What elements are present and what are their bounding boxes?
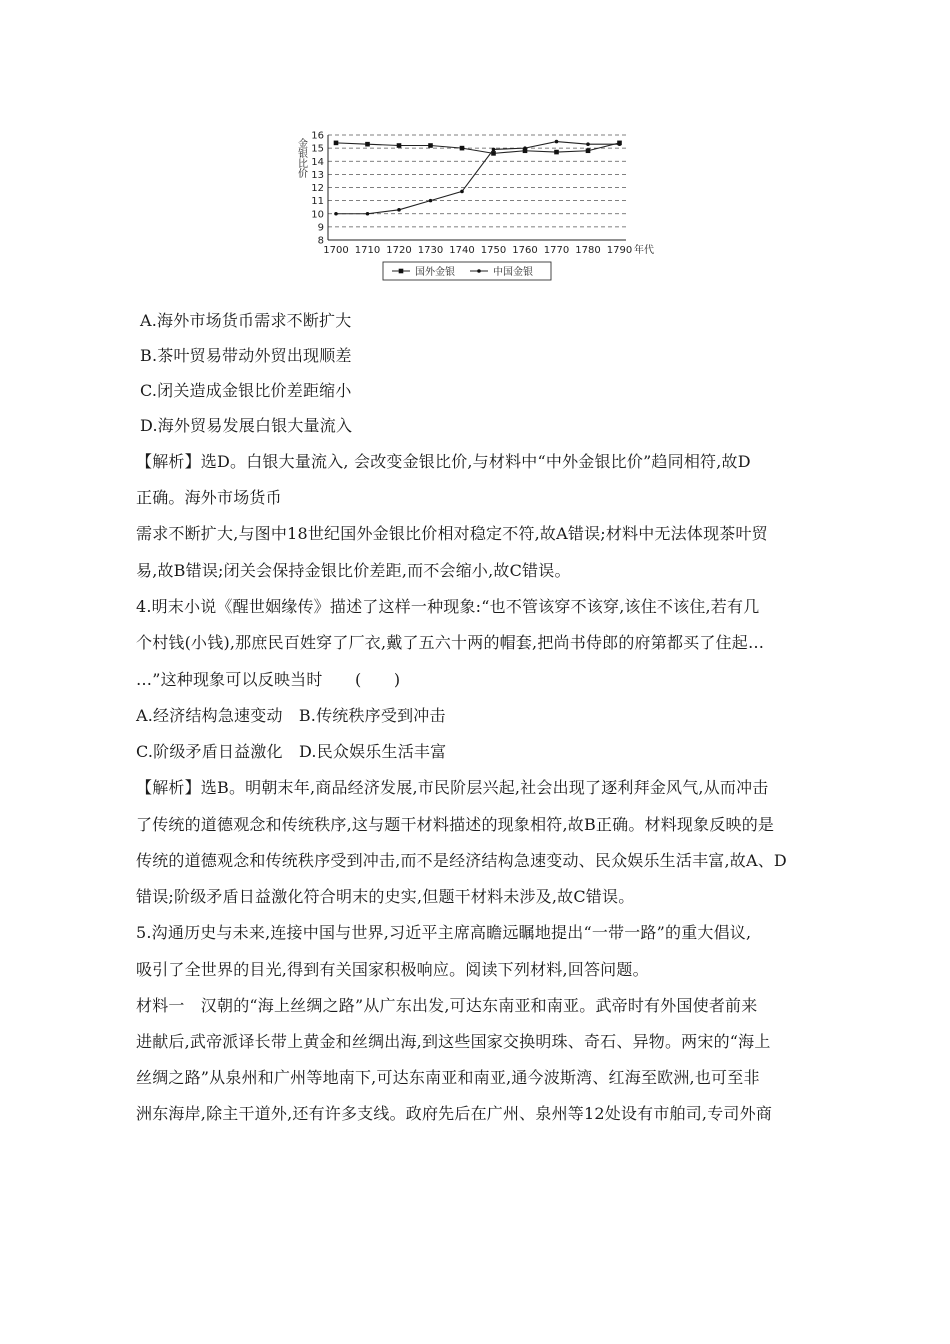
y-tick-label: 14	[311, 156, 324, 168]
text-line: 错误;阶级矛盾日益激化符合明末的史实,但题干材料未涉及,故C错误。	[136, 887, 635, 906]
text-line: 传统的道德观念和传统秩序受到冲击,而不是经济结构急速变动、民众娱乐生活丰富,故A、D	[136, 851, 787, 870]
data-point	[586, 142, 590, 146]
x-tick-label: 1740	[449, 245, 475, 256]
y-tick-label: 12	[311, 183, 324, 194]
data-point	[460, 190, 464, 194]
x-axis-label: 年代	[634, 245, 654, 256]
chart-legend	[383, 262, 551, 280]
text-line: C.阶级矛盾日益激化 D.民众娱乐生活丰富	[136, 742, 447, 761]
text-line: 需求不断扩大,与图中18世纪国外金银比价相对稳定不符,故A错误;材料中无法体现茶叶贸	[136, 524, 768, 543]
x-tick-label: 1780	[575, 245, 601, 256]
data-point	[492, 148, 496, 152]
y-tick-labels	[311, 131, 324, 247]
text-line: 个村钱(小钱),那庶民百姓穿了厂衣,戴了五六十两的帽套,把尚书侍郎的府第都买了住起…	[136, 633, 765, 652]
x-tick-label: 1760	[512, 245, 538, 256]
text-line: 材料一 汉朝的“海上丝绸之路”从广东出发,可达东南亚和南亚。武帝时有外国使者前来	[136, 996, 758, 1015]
data-point	[460, 146, 465, 151]
series-line	[336, 142, 620, 214]
chart-series	[334, 140, 622, 216]
data-point	[618, 142, 622, 146]
data-point	[397, 143, 402, 148]
data-point	[586, 148, 591, 153]
y-axis-label: 金银比价	[295, 138, 307, 178]
y-tick-label: 8	[317, 235, 324, 247]
text-line: B.茶叶贸易带动外贸出现顺差	[140, 346, 352, 365]
x-tick-labels	[323, 245, 632, 256]
data-point	[428, 143, 433, 148]
legend-marker	[477, 269, 481, 273]
data-point	[366, 212, 370, 216]
data-point	[397, 208, 401, 212]
data-point	[554, 150, 559, 155]
y-tick-label: 13	[311, 169, 324, 181]
text-line: 吸引了全世界的目光,得到有关国家积极响应。阅读下列材料,回答问题。	[136, 960, 649, 979]
y-tick-label: 15	[311, 143, 324, 155]
text-line: 4.明末小说《醒世姻缘传》描述了这样一种现象:“也不管该穿不该穿,该住不该住,若有几	[136, 597, 760, 616]
y-tick-label: 11	[311, 196, 324, 208]
text-line: A.海外市场货币需求不断扩大	[140, 311, 352, 330]
text-line: 易,故B错误;闭关会保持金银比价差距,而不会缩小,故C错误。	[136, 561, 571, 580]
gold-silver-ratio-chart	[288, 122, 668, 290]
data-point	[555, 140, 559, 144]
text-line: A.经济结构急速变动 B.传统秩序受到冲击	[136, 706, 446, 725]
x-tick-label: 1700	[323, 245, 349, 256]
x-tick-label: 1750	[480, 245, 507, 256]
data-point	[334, 212, 338, 216]
text-line: 【解析】选B。明朝末年,商品经济发展,市民阶层兴起,社会出现了逐利拜金风气,从而冲击	[136, 778, 769, 797]
y-tick-label: 16	[311, 130, 324, 142]
legend-label: 中国金银	[493, 267, 533, 278]
text-line: 丝绸之路”从泉州和广州等地南下,可达东南亚和南亚,通今波斯湾、红海至欧洲,也可至非	[136, 1068, 760, 1087]
y-tick-label: 9	[317, 222, 324, 234]
text-line: 洲东海岸,除主干道外,还有许多支线。政府先后在广州、泉州等12处设有市舶司,专司外商	[136, 1104, 773, 1123]
text-line: 5.沟通历史与未来,连接中国与世界,习近平主席高瞻远瞩地提出“一带一路”的重大倡议,	[136, 923, 752, 942]
data-point	[365, 142, 370, 147]
x-tick-label: 1730	[417, 245, 444, 256]
data-point	[429, 199, 433, 203]
text-line: 正确。海外市场货币	[136, 488, 282, 507]
text-line: …”这种现象可以反映当时 ( )	[136, 670, 401, 689]
data-point	[523, 146, 527, 150]
legend-label: 国外金银	[415, 267, 455, 278]
x-tick-label: 1770	[543, 245, 570, 256]
text-line: 了传统的道德观念和传统秩序,这与题干材料描述的现象相符,故B正确。材料现象反映的是	[136, 815, 775, 834]
text-line: D.海外贸易发展白银大量流入	[140, 416, 353, 435]
x-tick-label: 1710	[354, 245, 381, 256]
x-tick-label: 1720	[386, 245, 412, 256]
data-point	[334, 141, 339, 146]
text-line: 进献后,武帝派译长带上黄金和丝绸出海,到这些国家交换明珠、奇石、异物。两宋的“海上	[136, 1032, 771, 1051]
y-tick-label: 10	[311, 209, 324, 221]
text-line: C.闭关造成金银比价差距缩小	[140, 381, 352, 400]
text-line: 【解析】选D。白银大量流入, 会改变金银比价,与材料中“中外金银比价”趋同相符,故D	[136, 452, 751, 471]
legend-marker	[399, 269, 404, 274]
x-tick-label: 1790	[606, 245, 633, 256]
